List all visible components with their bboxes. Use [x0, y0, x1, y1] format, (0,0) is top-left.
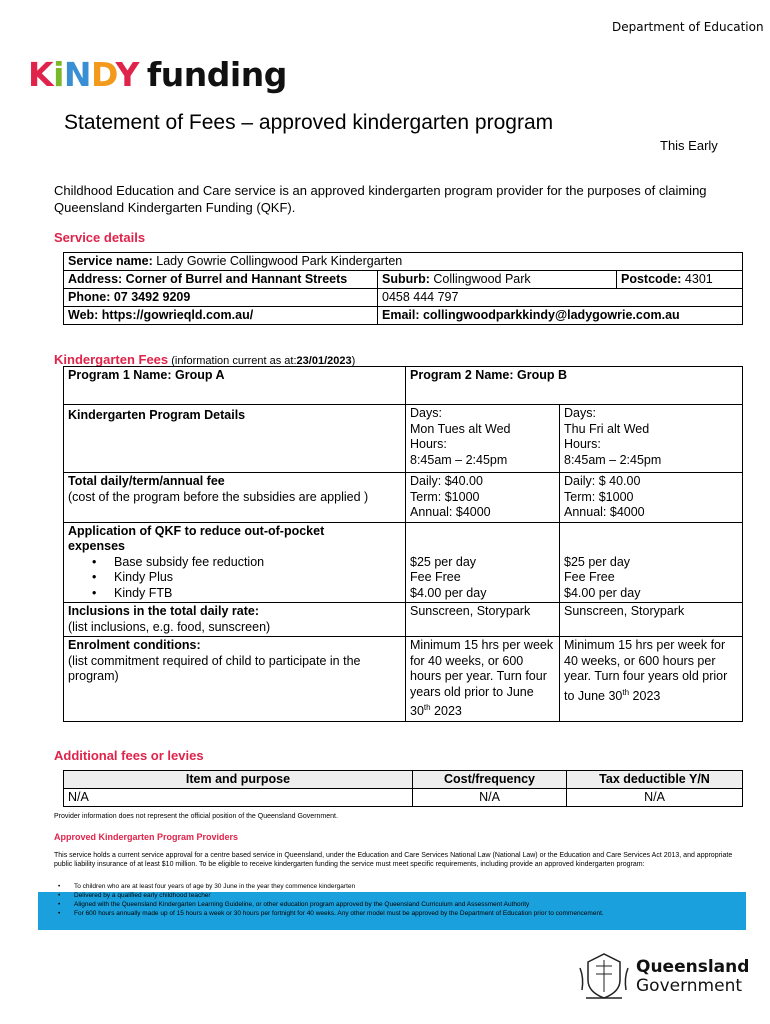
inclusions-label: Inclusions in the total daily rate: (list inclusions, e.g. food, sunscreen) [64, 603, 406, 637]
program2-name: Program 2 Name: Group B [406, 367, 743, 405]
program2-qkf: $25 per day Fee Free $4.00 per day [560, 522, 743, 603]
program1-inclusions: Sunscreen, Storypark [406, 603, 560, 637]
total-fee-label: Total daily/term/annual fee (cost of the program before the subsidies are applied ) [64, 473, 406, 523]
program1-days: Days: Mon Tues alt Wed Hours: 8:45am – 2:45pm [406, 405, 560, 473]
logo-funding-word: funding [146, 55, 287, 94]
queensland-crest-icon [576, 948, 632, 1004]
fees-table [63, 366, 743, 722]
service-details-table [63, 252, 743, 325]
logo-letter: D [91, 55, 116, 94]
col-cost: Cost/frequency [413, 771, 567, 789]
service-name-cell: Service name: Lady Gowrie Collingwood Park Kindergarten [64, 253, 743, 271]
queensland-government-logo: Queensland Government [636, 957, 750, 996]
logo-letter: i [53, 55, 64, 94]
program1-qkf: $25 per day Fee Free $4.00 per day [406, 522, 560, 603]
phone2-cell: 0458 444 797 [378, 289, 743, 307]
intro-paragraph: Childhood Education and Care service is an approved kindergarten program provider for the purposes of claiming Queensland Kindergarten Funding (QKF). [54, 183, 707, 215]
program2-total: Daily: $ 40.00 Term: $1000 Annual: $4000 [560, 473, 743, 523]
providers-heading: Approved Kindergarten Program Providers [54, 832, 239, 842]
list-item: • Kindy FTB [114, 586, 401, 602]
additional-fees-heading: Additional fees or levies [54, 748, 204, 763]
program2-inclusions: Sunscreen, Storypark [560, 603, 743, 637]
program1-name: Program 1 Name: Group A [64, 367, 406, 405]
program2-days: Days: Thu Fri alt Wed Hours: 8:45am – 2:45pm [560, 405, 743, 473]
disclaimer: Provider information does not represent the official position of the Queensland Government. [54, 813, 338, 820]
this-early-text: This Early [660, 138, 718, 153]
page-title: Statement of Fees – approved kindergarten program [64, 111, 554, 134]
program1-total: Daily: $40.00 Term: $1000 Annual: $4000 [406, 473, 560, 523]
providers-bullets [54, 882, 744, 918]
table-cell: N/A [64, 789, 413, 807]
email-cell: Email: collingwoodparkkindy@ladygowrie.com.au [378, 307, 743, 325]
list-item: • To children who are at least four years of age by 30 June in the year they commence kindergarten [54, 882, 744, 891]
col-tax: Tax deductible Y/N [567, 771, 743, 789]
list-item: • For 600 hours annually made up of 15 hours a week or 30 hours per fortnight for 40 weeks. Any other model must be approved by the Department of Education prior to commencement. [54, 909, 744, 918]
enrolment-label: Enrolment conditions: (list commitment required of child to participate in the program) [64, 637, 406, 722]
list-item: • Aligned with the Queensland Kindergarten Learning Guideline, or other education program approved by the Queensland Curriculum and Assessment Authority [54, 900, 744, 909]
list-item: • Kindy Plus [114, 570, 401, 586]
phone-cell: Phone: 07 3492 9209 [64, 289, 378, 307]
kindy-funding-logo [28, 55, 287, 94]
logo-letter: Y [115, 55, 139, 94]
logo-letter: N [63, 55, 92, 94]
program1-enrolment: Minimum 15 hrs per week for 40 weeks, or 600 hours per year. Turn four years old prior to June 30th 2023 [406, 637, 560, 722]
list-item: • Delivered by a qualified early childhood teacher [54, 891, 744, 900]
suburb-cell: Suburb: Collingwood Park [378, 271, 617, 289]
providers-text: This service holds a current service approval for a centre based service in Queensland, under the Education and Care Services National Law (National Law) or the Education and Care Services Act 2013, and appropriate public liability insurance of at least $10 million. To be eligible to receive kindergarten funding the service must meet specific requirements, including provide an approved kindergarten program: [54, 852, 733, 868]
web-cell: Web: https://gowrieqld.com.au/ [64, 307, 378, 325]
program2-enrolment: Minimum 15 hrs per week for 40 weeks, or 600 hours per year. Turn four years old prior to June 30th 2023 [560, 637, 743, 722]
logo-letter: K [28, 55, 54, 94]
col-item: Item and purpose [64, 771, 413, 789]
additional-fees-table [63, 770, 743, 807]
qkf-list [68, 555, 401, 602]
table-cell: N/A [567, 789, 743, 807]
table-cell: N/A [413, 789, 567, 807]
list-item: • Base subsidy fee reduction [114, 555, 401, 571]
qkf-label: Application of QKF to reduce out-of-pocket expenses • Base subsidy fee reduction • Kindy Plus • Kindy FTB [64, 522, 406, 603]
postcode-cell: Postcode: 4301 [617, 271, 743, 289]
department-name: Department of Education [612, 20, 764, 34]
address-cell: Address: Corner of Burrel and Hannant Streets [64, 271, 378, 289]
program-details-label: Kindergarten Program Details [64, 405, 406, 473]
service-details-heading: Service details [54, 230, 146, 245]
fees-heading: Kindergarten Fees (information current as at:23/01/2023) [54, 352, 356, 367]
